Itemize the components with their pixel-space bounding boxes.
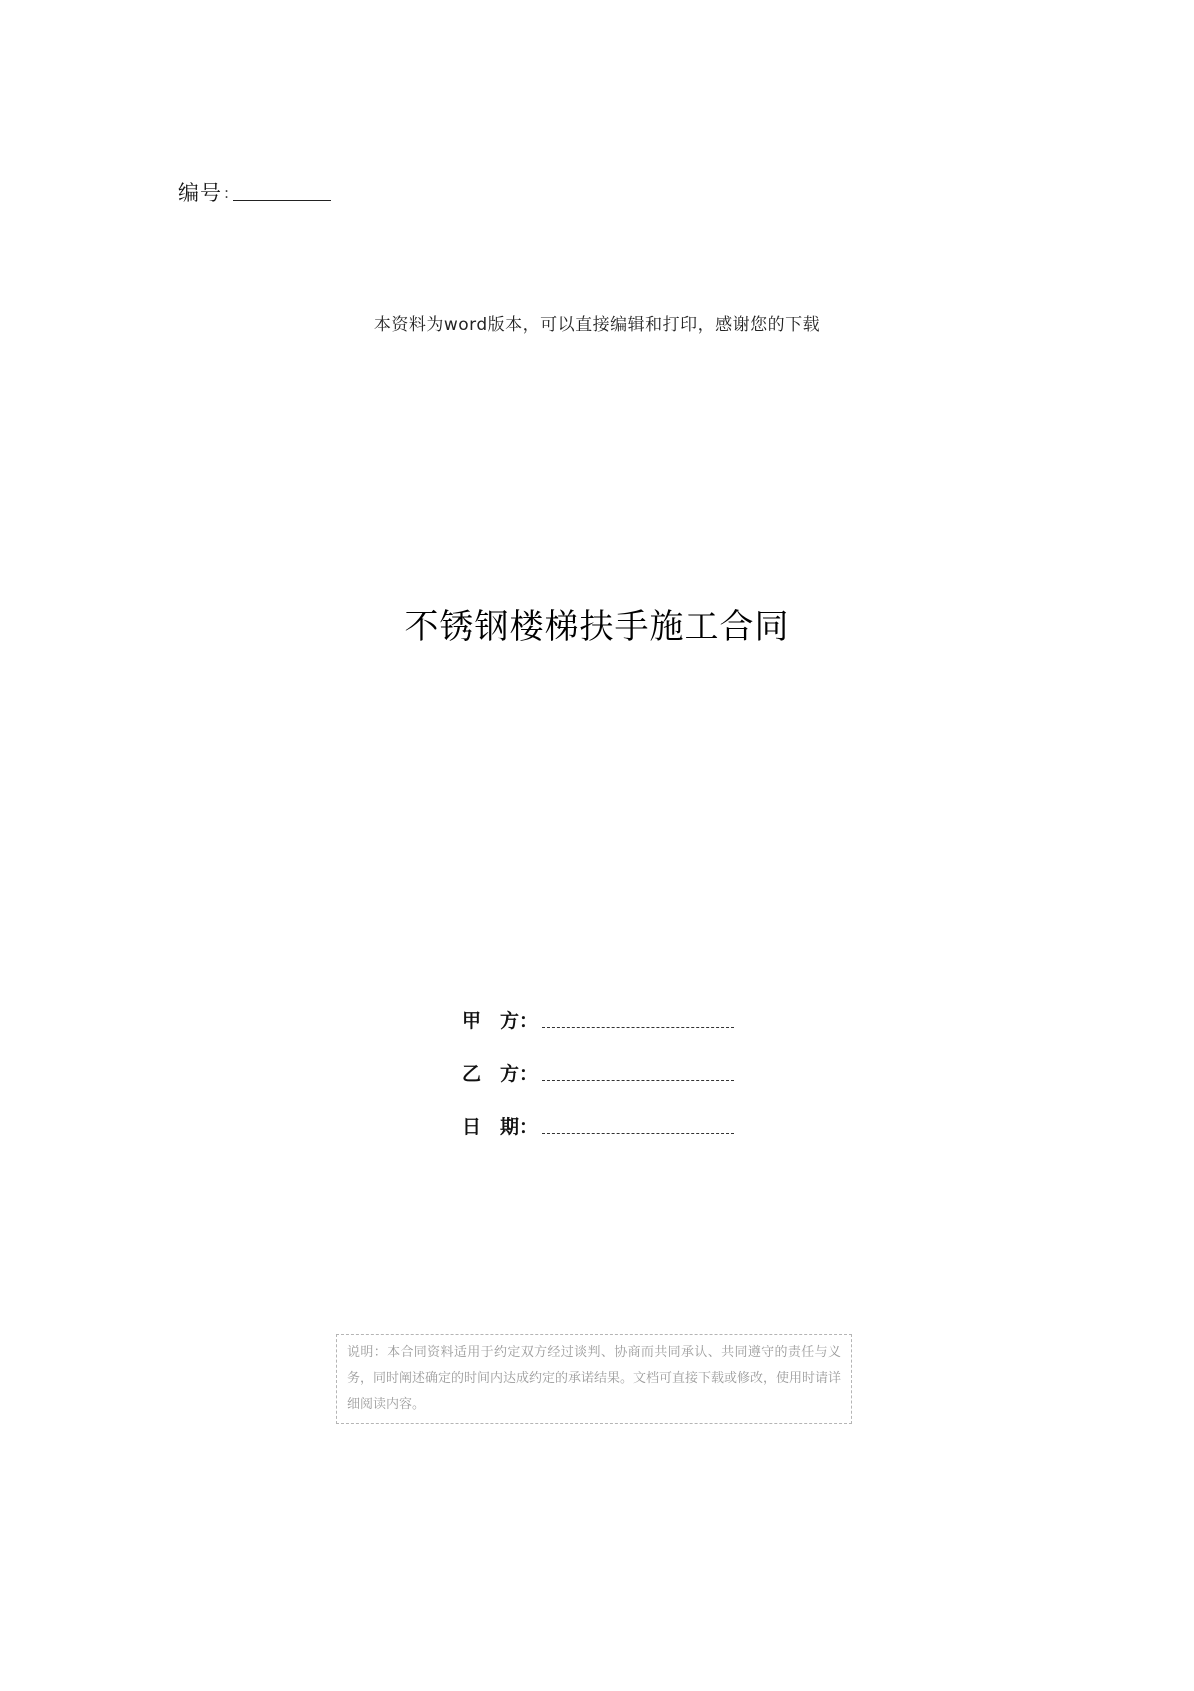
disclaimer-box: 说明：本合同资料适用于约定双方经过谈判、协商而共同承认、共同遵守的责任与义务，同时阐述确定的时间内达成约定的承诺结果。文档可直接下载或修改，使用时请详细阅读内容。 [336,1334,852,1424]
party-b-label: 乙 方： [462,1063,539,1085]
party-a-row [462,1006,742,1036]
serial-number-label: 编号 [178,181,222,205]
party-b-row [462,1059,742,1089]
party-signature-block [462,1006,742,1165]
serial-number-blank-line [233,200,331,201]
party-b-blank-line [542,1079,734,1081]
date-row [462,1112,742,1142]
serial-number-field [178,178,331,208]
party-a-blank-line [542,1026,734,1028]
serial-number-colon: : [224,184,230,202]
party-a-label: 甲 方： [462,1010,539,1032]
date-label: 日 期： [462,1116,539,1138]
date-blank-line [542,1132,734,1134]
download-notice: 本资料为word版本，可以直接编辑和打印，感谢您的下载 [373,315,821,335]
contract-title: 不锈钢楼梯扶手施工合同 [404,607,790,647]
